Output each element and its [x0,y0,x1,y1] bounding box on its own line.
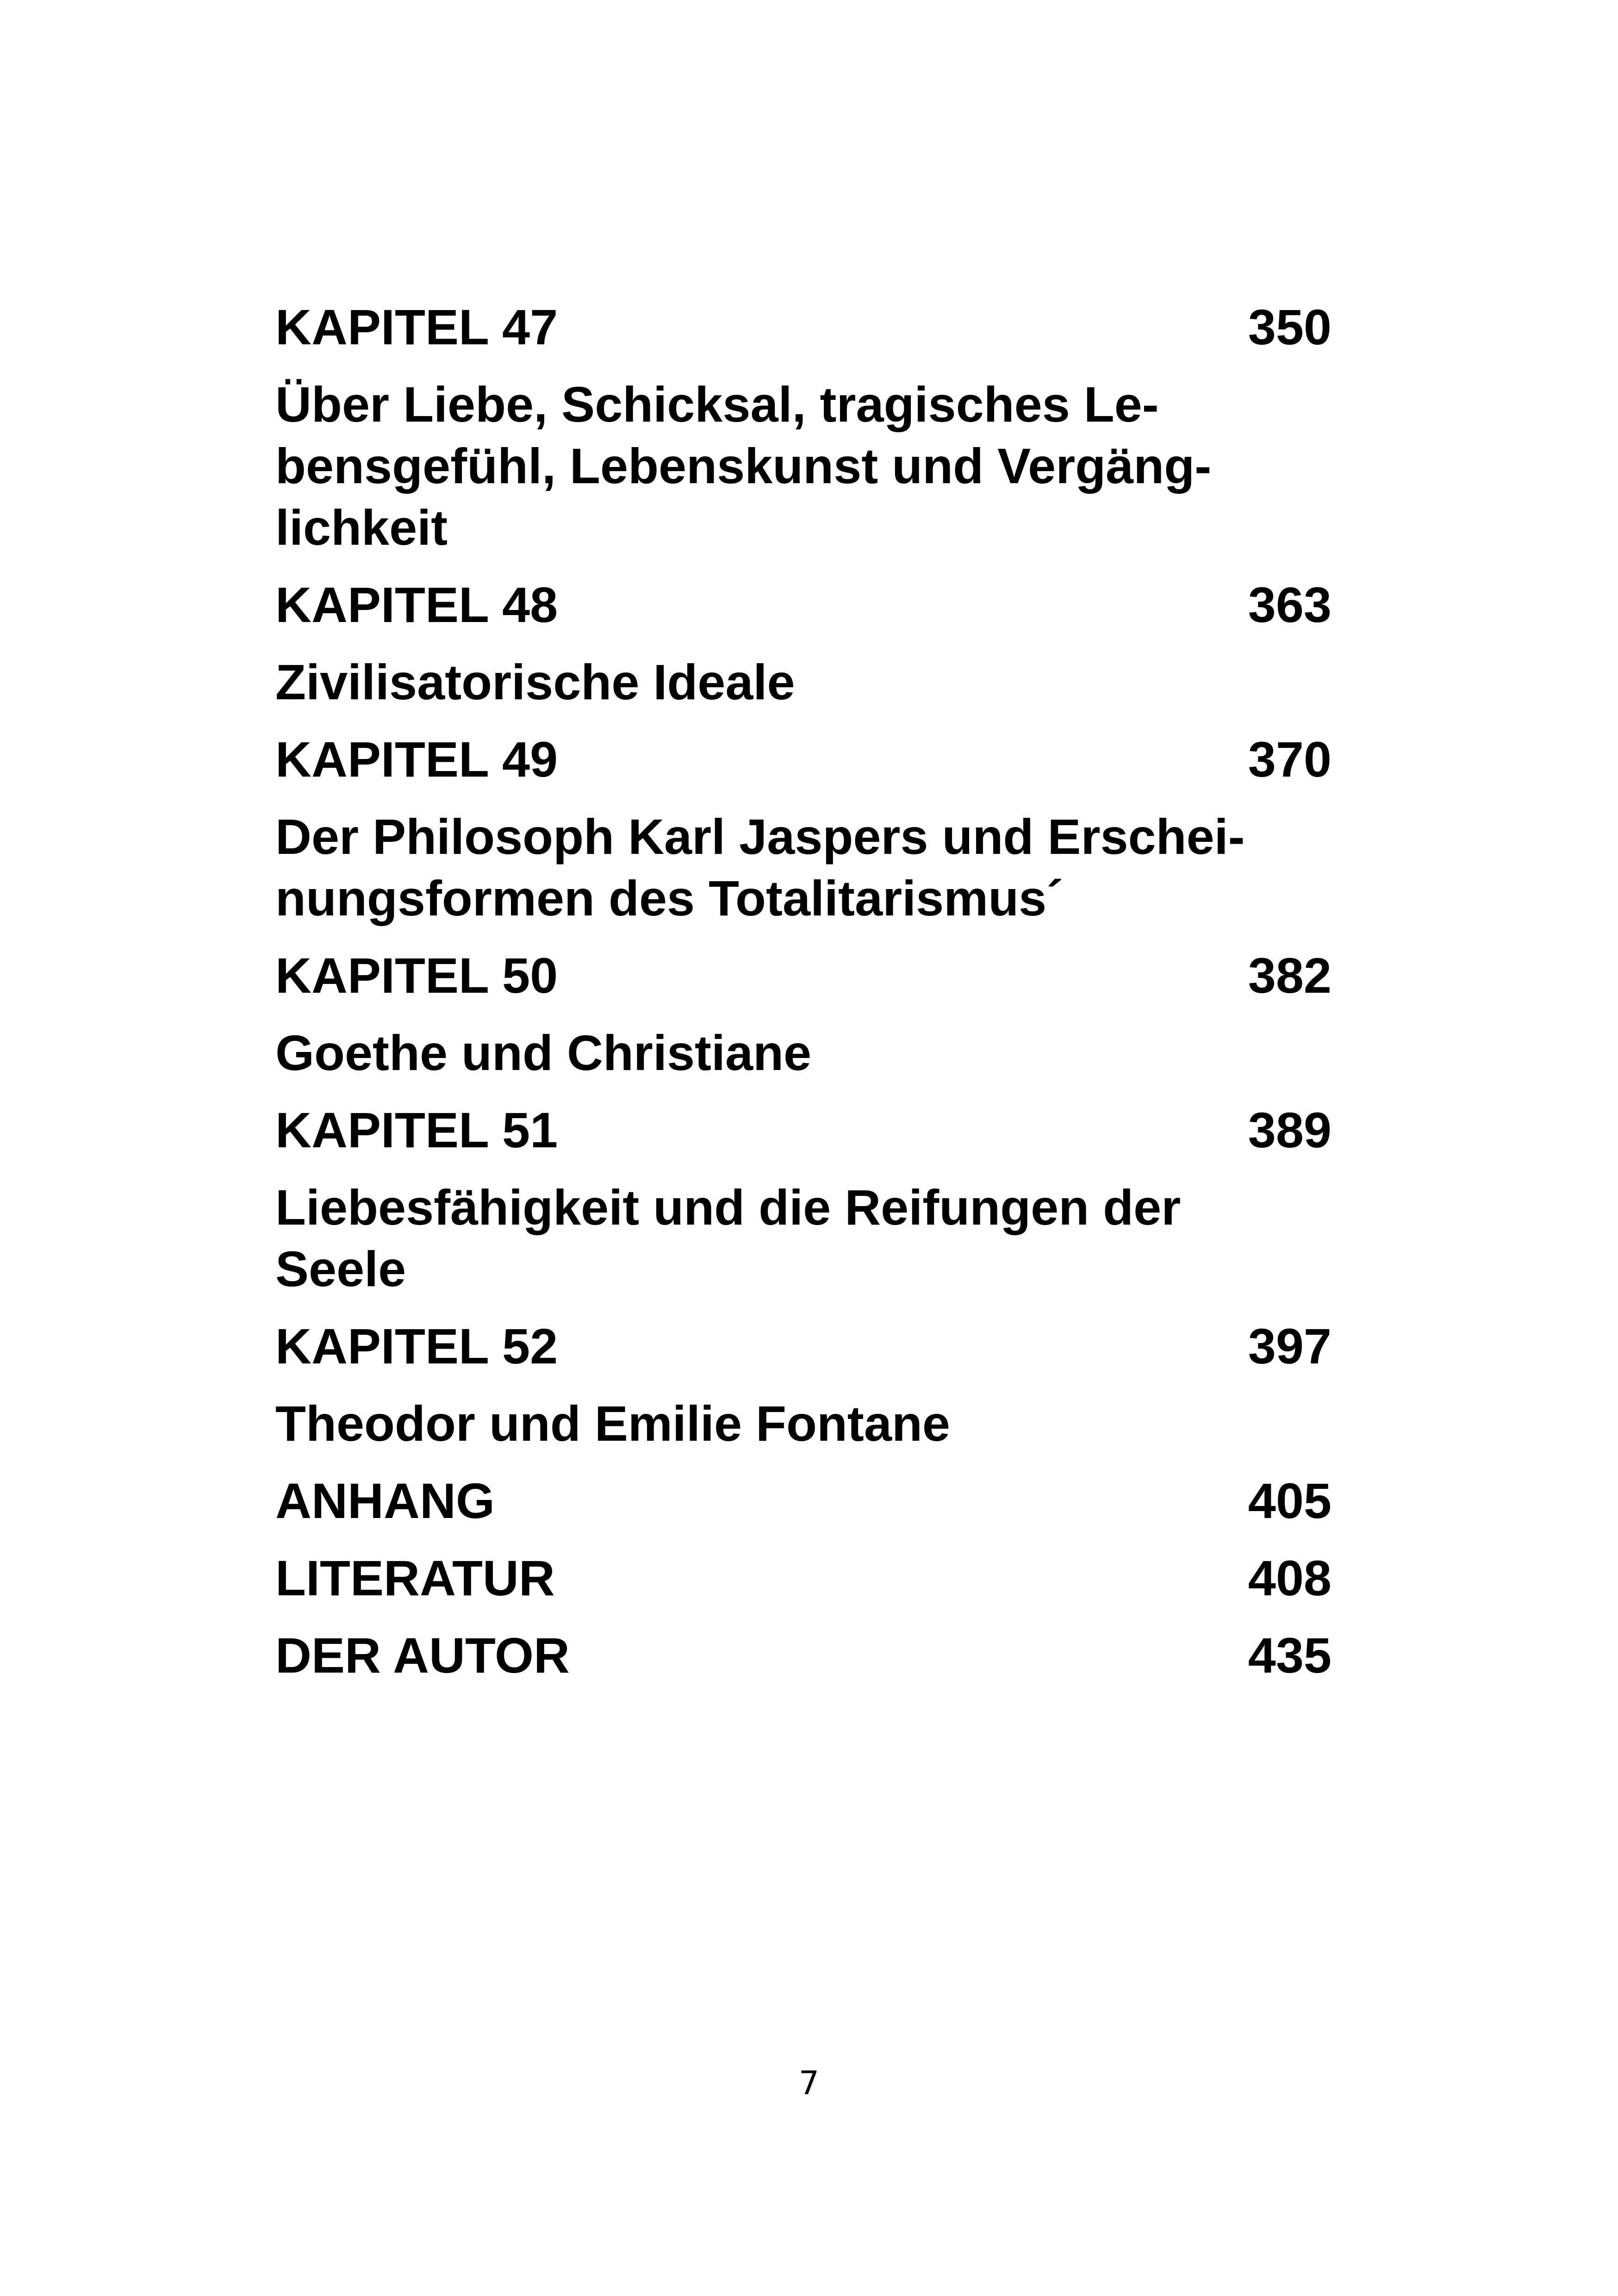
page-number: 7 [798,2064,820,2102]
toc-entry-heading [275,728,1332,790]
table-of-contents [275,296,1332,1686]
toc-chapter-title: Liebesfähigkeit und die Reifungen der Seele [275,1179,1181,1297]
toc-page-number: 408 [1248,1550,1332,1606]
toc-heading-label: KAPITEL 50 [275,947,558,1003]
toc-entry-heading [275,1547,1332,1609]
toc-entry-heading [275,1470,1332,1531]
toc-entry-heading [275,296,1332,358]
toc-entry-heading [275,1099,1332,1161]
toc-heading-label: KAPITEL 52 [275,1318,558,1374]
toc-heading-label: KAPITEL 48 [275,577,558,633]
toc-entry-heading [275,945,1332,1006]
toc-heading-label: ANHANG [275,1473,495,1529]
toc-page-number: 389 [1248,1102,1332,1158]
toc-heading-label: KAPITEL 47 [275,299,558,355]
toc-entry-heading [275,1624,1332,1686]
toc-chapter-title: Goethe und Christiane [275,1025,812,1081]
toc-entry-heading [275,574,1332,635]
toc-page-number: 397 [1248,1318,1332,1374]
toc-page-number: 405 [1248,1473,1332,1529]
toc-page-number: 363 [1248,577,1332,633]
toc-chapter-title: Über Liebe, Schicksal, tragisches Le- bensgefühl, Lebenskunst und Vergäng- lichkeit [275,376,1212,555]
toc-heading-label: KAPITEL 49 [275,731,558,787]
toc-heading-label: DER AUTOR [275,1627,570,1683]
toc-chapter-title: Theodor und Emilie Fontane [275,1395,950,1451]
toc-page-number: 350 [1248,299,1332,355]
toc-chapter-title: Der Philosoph Karl Jaspers und Erschei- nungsformen des Totalitarismus´ [275,809,1245,926]
toc-heading-label: LITERATUR [275,1550,555,1606]
toc-heading-label: KAPITEL 51 [275,1102,558,1158]
toc-entry-heading [275,1315,1332,1377]
toc-page-number: 382 [1248,947,1332,1003]
toc-page-number: 370 [1248,731,1332,787]
toc-page-number: 435 [1248,1627,1332,1683]
toc-chapter-title: Zivilisatorische Ideale [275,654,795,710]
